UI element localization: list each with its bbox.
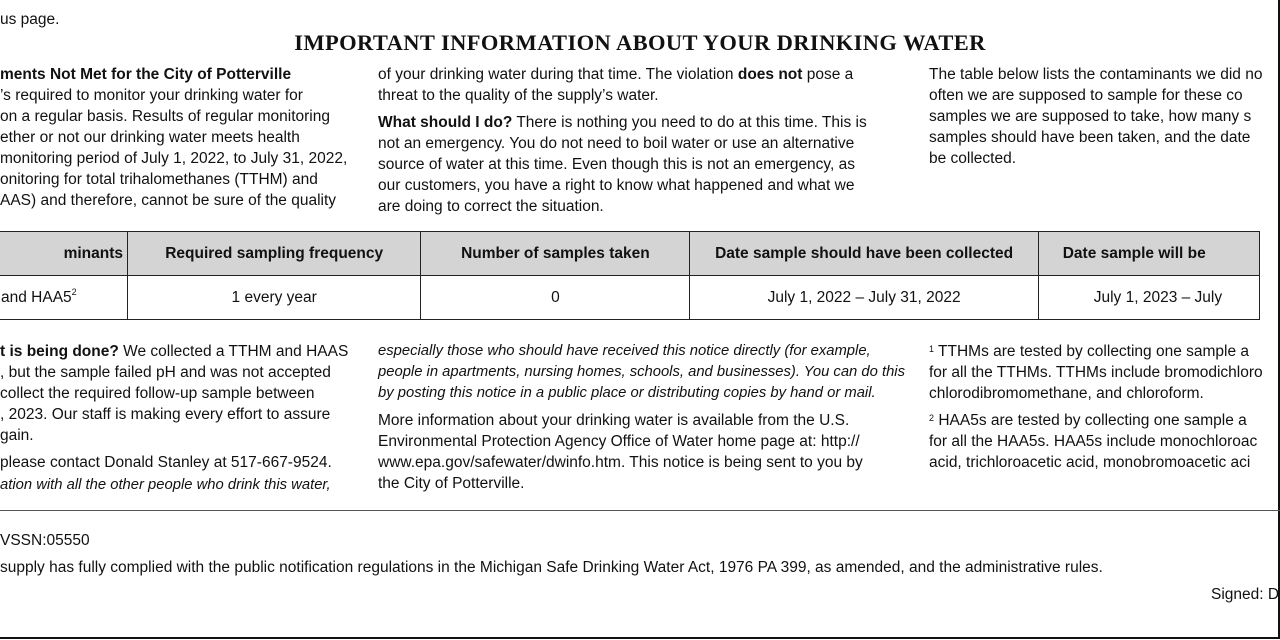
text-span: pose a (802, 66, 854, 83)
page-title: IMPORTANT INFORMATION ABOUT YOUR DRINKING WATER (294, 30, 986, 55)
italic-line: people in apartments, nursing homes, schools, and businesses). You can do this (378, 364, 905, 380)
footnote-mark: 2 (929, 413, 935, 423)
text-line: chlorodibromomethane, and chloroform. (929, 385, 1204, 402)
text-line: for all the HAA5s. HAA5s include monochloroac (929, 433, 1258, 450)
italic-line: especially those who should have received this notice directly (for example, (378, 343, 871, 359)
text-line: The table below lists the contaminants we did no (929, 66, 1263, 83)
text-span: There is nothing you need to do at this time. This is (512, 114, 867, 131)
footnote-mark: 2 (71, 286, 77, 297)
text-line: gain. (0, 427, 34, 444)
intro-column-left (0, 64, 355, 211)
table-cell: July 1, 2023 – July (1038, 276, 1259, 320)
text-line: collect the required follow-up sample between (0, 385, 315, 402)
contaminants-table (0, 231, 1260, 320)
footnote-1 (929, 341, 1280, 362)
text-line: ’s required to monitor your drinking water for (0, 87, 303, 104)
what-is-being-done-column (0, 341, 355, 496)
text-line: www.epa.gov/safewater/dwinfo.htm. This notice is being sent to you by (378, 454, 863, 471)
text-line: monitoring period of July 1, 2022, to July 31, 2022, (0, 150, 348, 167)
text-line: the City of Potterville. (378, 475, 525, 492)
footnote-mark: 1 (929, 344, 935, 354)
text-line: threat to the quality of the supply’s water. (378, 87, 659, 104)
text-line (378, 64, 908, 85)
text-span: We collected a TTHM and HAAS (118, 343, 349, 360)
text-line: are doing to correct the situation. (378, 198, 604, 215)
table-cell: 0 (421, 276, 690, 320)
previous-page-fragment: us page. (0, 11, 60, 28)
text-line: Environmental Protection Agency Office of Water home page at: http:// (378, 433, 860, 450)
text-line (0, 341, 355, 362)
section-heading: ments Not Met for the City of Potterville (0, 66, 292, 83)
text-line: , but the sample failed pH and was not accepted (0, 364, 331, 381)
text-line: our customers, you have a right to know what happened and what we (378, 177, 855, 194)
italic-line: by posting this notice in a public place or distributing copies by hand or mail. (378, 385, 876, 401)
text-line: be collected. (929, 150, 1017, 167)
table-header-row (0, 232, 1260, 276)
signature-line: Signed: D (1211, 586, 1280, 603)
what-should-i-do-line (378, 112, 908, 133)
text-line: ether or not our drinking water meets health (0, 129, 300, 146)
text-line: More information about your drinking water is available from the U.S. (378, 412, 850, 429)
text-span: of your drinking water during that time. The violation (378, 66, 738, 83)
column-header: Date sample should have been collected (690, 232, 1038, 276)
text-line: acid, trichloroacetic acid, monobromoacetic aci (929, 454, 1251, 471)
table-cell: July 1, 2022 – July 31, 2022 (690, 276, 1038, 320)
footnotes-column (929, 341, 1280, 473)
share-information-column (378, 341, 908, 494)
text-line: source of water at this time. Even though this is not an emergency, as (378, 156, 856, 173)
text-line: , 2023. Our staff is making every effort to assure (0, 406, 331, 423)
column-header: minants (0, 232, 128, 276)
cell-text: and HAA5 (1, 288, 72, 306)
text-line: onitoring for total trihalomethanes (TTHM) and (0, 171, 318, 188)
text-line: often we are supposed to sample for these co (929, 87, 1243, 104)
table-cell (0, 276, 128, 320)
compliance-statement: supply has fully complied with the public notification regulations in the Michigan Safe Drinking Water Act, 1976 PA 399, as amended, and the administrative rules. (0, 559, 1103, 576)
italic-line: ation with all the other people who drink this water, (0, 477, 331, 493)
table-row (0, 276, 1260, 320)
emphasis-does-not: does not (737, 66, 803, 83)
what-should-i-do-heading: What should I do? (378, 114, 513, 131)
contact-line: please contact Donald Stanley at 517-667-9524. (0, 454, 332, 471)
intro-column-middle (378, 64, 908, 217)
column-header: Number of samples taken (421, 232, 690, 276)
intro-column-right (929, 64, 1280, 169)
column-header: Date sample will be (1038, 232, 1259, 276)
text-span: HAA5s are tested by collecting one sample a (934, 412, 1247, 429)
text-line: samples should have been taken, and the date (929, 129, 1251, 146)
text-line: samples we are supposed to take, how many s (929, 108, 1252, 125)
pwssn-label: VSSN:05550 (0, 532, 90, 549)
text-line: for all the TTHMs. TTHMs include bromodichloro (929, 364, 1263, 381)
text-line: AAS) and therefore, cannot be sure of the quality (0, 192, 337, 209)
table-cell: 1 every year (128, 276, 421, 320)
section-divider (0, 510, 1280, 511)
text-span: TTHMs are tested by collecting one sample a (934, 343, 1250, 360)
text-line: not an emergency. You do not need to boil water or use an alternative (378, 135, 855, 152)
column-header: Required sampling frequency (128, 232, 421, 276)
text-line: on a regular basis. Results of regular monitoring (0, 108, 330, 125)
footnote-2 (929, 410, 1280, 431)
what-is-being-done-heading: t is being done? (0, 343, 119, 360)
